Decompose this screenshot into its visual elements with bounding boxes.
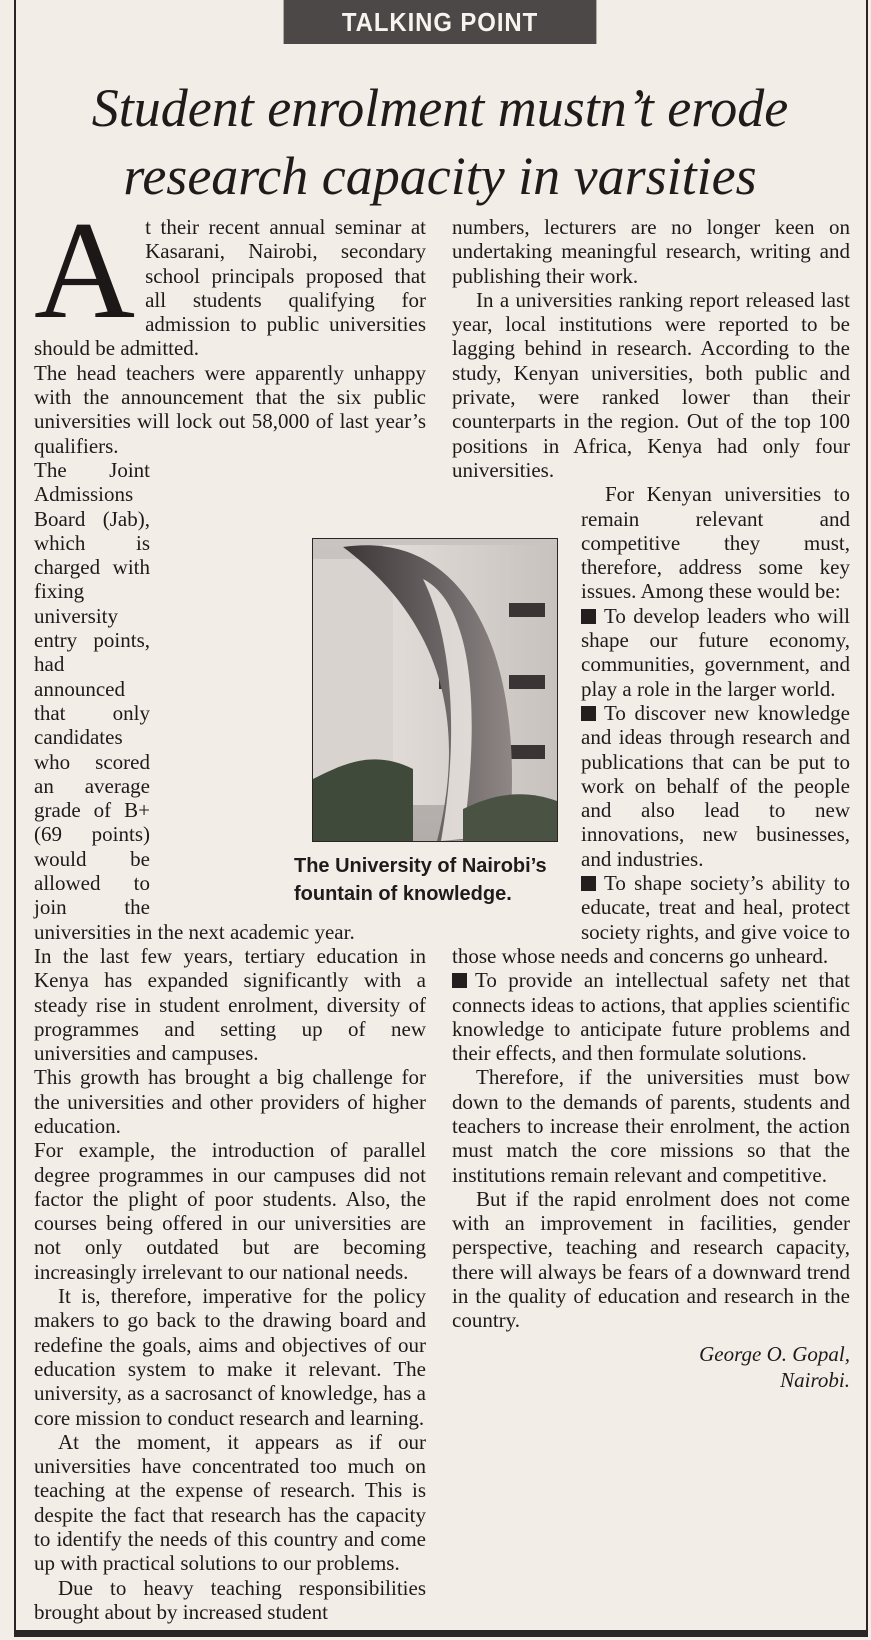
bullet-item: To develop leaders who will shape our future economy, communities, government, and play a role in the larger world. (581, 603, 850, 701)
paragraph: The Joint Admissions Board (Jab), which is charged with fixing university entry points, had announced that only candidates who scored an average grade of B+ (69 points) would be allowed to join the universities in the next academic year. (34, 457, 355, 944)
paragraph: In the last few years, tertiary education in Kenya has expanded significantly with a steady rise in student enrolment, diversity of programmes and setting up of new universities and campuses. (34, 943, 426, 1066)
paragraph: numbers, lecturers are no longer keen on undertaking meaningful research, writing and publishing their work. (452, 215, 850, 288)
paragraph: For example, the introduction of parallel degree programmes in our campuses did not factor the plight of poor students. Also, the courses being offered in our universities are not only outdated but are becoming increasingly irrelevant to our national needs. (34, 1138, 426, 1284)
paragraph: Due to heavy teaching responsibilities brought about by increased student (34, 1575, 426, 1624)
bullet-item: To shape society’s ability to educate, treat and heal, protect society rights, and give voice to those whose needs and concerns go unheard. (452, 871, 850, 968)
headline-line-1: Student enrolment mustn’t erode (91, 78, 789, 138)
bullet-item: To provide an intellectual safety net that connects ideas to actions, that applies scientific knowledge to anticipate future problems and their effects, and then formulate solutions. (452, 968, 850, 1066)
square-bullet-icon (452, 973, 467, 988)
fountain-photo-image (313, 539, 557, 841)
square-bullet-icon (581, 609, 596, 624)
fountain-photo (312, 538, 558, 842)
headline-line-2: research capacity in varsities (123, 146, 757, 206)
left-column (34, 193, 426, 1624)
drop-cap: A (34, 193, 136, 348)
paragraph: This growth has brought a big challenge for the universities and other providers of higher education. (34, 1065, 426, 1138)
photo-caption: The University of Nairobi’s fountain of knowledge. (294, 855, 547, 905)
frame-bottom-rule (14, 1630, 868, 1637)
section-banner: TALKING POINT (284, 0, 597, 44)
paragraph: The head teachers were apparently unhappy with the announcement that the six public universities will lock out 58,000 of last year’s qualifiers. (34, 360, 426, 458)
paragraph: At the moment, it appears as if our universities have concentrated too much on teaching at the expense of research. This is despite the fact that research has the capacity to identify the needs of this country and come up with practical solutions to our problems. (34, 1429, 426, 1576)
paragraph: It is, therefore, imperative for the policy makers to go back to the drawing board and redefine the goals, aims and objectives of our education system to make it relevant. The university, as a sacrosanct of knowledge, has a core mission to conduct research and learning. (34, 1284, 426, 1430)
paragraph: In a universities ranking report released last year, local institutions were reported to be lagging behind in research. According to the study, Kenyan universities, both public and private, were ranked lower than their counterparts in the region. Out of the top 100 positions in Africa, Kenya had only four universities. (452, 287, 850, 482)
author-name: George O. Gopal, (699, 1341, 850, 1366)
frame-right-rule (866, 0, 868, 1634)
author-signature (452, 1341, 850, 1393)
frame-left-rule (14, 0, 16, 1634)
paragraph: For Kenyan universities to remain relevant and competitive they must, therefore, address some key issues. Among these would be: (581, 482, 850, 604)
paragraph: Therefore, if the universities must bow down to the demands of parents, students and teachers to increase their enrolment, the action must match the core missions so that the institutions remain relevant and competitive. (452, 1065, 850, 1187)
paragraph: t their recent annual seminar at Kasarani, Nairobi, secondary school principals proposed that all students qualifying for admission to public universities should be admitted. (34, 215, 426, 361)
paragraph: But if the rapid enrolment does not come with an improvement in facilities, gender perspective, teaching and research capacity, there will always be fears of a downward trend in the quality of education and research in the country. (452, 1186, 850, 1333)
author-location: Nairobi. (780, 1367, 850, 1392)
headline (20, 74, 860, 210)
square-bullet-icon (581, 876, 596, 891)
square-bullet-icon (581, 706, 596, 721)
bullet-item: To discover new knowledge and ideas through research and publications that can be put to work on behalf of the people and also lead to new innovations, new businesses, and industries. (581, 700, 850, 871)
